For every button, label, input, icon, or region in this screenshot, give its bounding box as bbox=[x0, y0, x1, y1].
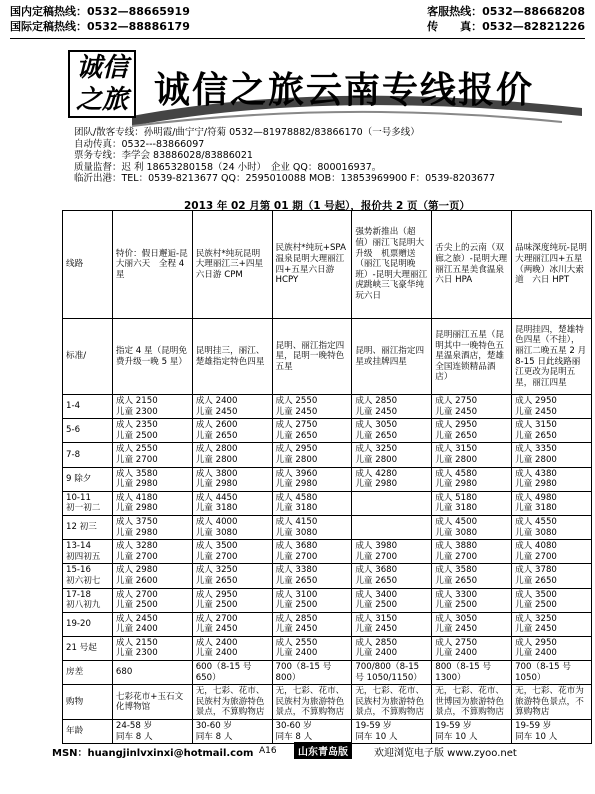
table-cell: 成人 4550 儿童 3080 bbox=[512, 515, 592, 539]
table-cell: 成人 3980 儿童 2700 bbox=[352, 540, 432, 564]
table-row bbox=[63, 443, 592, 467]
table-cell: 成人 2150 儿童 2300 bbox=[112, 636, 192, 660]
table-cell: 成人 4180 儿童 2980 bbox=[112, 491, 192, 515]
table-cell: 成人 2950 儿童 2800 bbox=[272, 443, 352, 467]
row-label: 13-14 初四初五 bbox=[63, 540, 113, 564]
brand-logo bbox=[68, 50, 136, 118]
edition-badge: 山东青岛版 bbox=[294, 742, 352, 759]
row-label: 线路 bbox=[63, 211, 113, 319]
table-cell: 昆明、丽江指定四星，昆明一晚特色五星 bbox=[272, 319, 352, 395]
table-cell: 700/800（8-15 号 1050/1150） bbox=[352, 661, 432, 685]
table-row bbox=[63, 685, 592, 720]
table-cell: 指定 4 星（昆明免费升级一晚 5 星） bbox=[112, 319, 192, 395]
table-cell: 成人 2980 儿童 2600 bbox=[112, 564, 192, 588]
table-row bbox=[63, 419, 592, 443]
table-cell: 成人 3680 儿童 2650 bbox=[352, 564, 432, 588]
table-cell: 成人 4080 儿童 2700 bbox=[512, 540, 592, 564]
table-cell: 成人 3580 儿童 2980 bbox=[112, 467, 192, 491]
row-label: 19-20 bbox=[63, 612, 113, 636]
table-cell: 无，七彩、花市、民族村为旅游特色景点，不算购物店 bbox=[352, 685, 432, 720]
table-row bbox=[63, 395, 592, 419]
table-cell: 品味深度纯玩-昆明大理丽江四+五星（两晚）冰川大索道 六日 HPT bbox=[512, 211, 592, 319]
msn-contact: MSN：huangjinlvxinxi@hotmail.com bbox=[52, 748, 254, 759]
table-cell: 成人 2550 儿童 2450 bbox=[272, 395, 352, 419]
row-label: 1-4 bbox=[63, 395, 113, 419]
table-cell: 成人 2750 儿童 2400 bbox=[432, 636, 512, 660]
table-row bbox=[63, 467, 592, 491]
table-cell: 成人 5180 儿童 3180 bbox=[432, 491, 512, 515]
table-cell: 成人 3750 儿童 2980 bbox=[112, 515, 192, 539]
row-label: 10-11 初一初二 bbox=[63, 491, 113, 515]
table-cell: 无，七彩、花市、世博园为旅游特色景点，不算购物店 bbox=[432, 685, 512, 720]
contact-line: 质量监督：迟 利 18653280158（24 小时） 企业 QQ：800016937。 bbox=[74, 161, 382, 173]
row-label: 7-8 bbox=[63, 443, 113, 467]
table-cell: 成人 3500 儿童 2500 bbox=[512, 588, 592, 612]
row-label: 9 除夕 bbox=[63, 467, 113, 491]
row-label: 5-6 bbox=[63, 419, 113, 443]
price-table bbox=[62, 210, 592, 744]
contact-line: 临沂出港：TEL：0539-8213677 QQ：2595010088 MOB：13853969900 F：0539-8203677 bbox=[74, 173, 496, 185]
table-cell: 昆明、丽江指定四星或挂牌四星 bbox=[352, 319, 432, 395]
header-rule bbox=[10, 38, 585, 39]
row-label: 15-16 初六初七 bbox=[63, 564, 113, 588]
table-cell: 成人 2700 儿童 2500 bbox=[112, 588, 192, 612]
footer bbox=[52, 742, 592, 760]
table-cell: 成人 3100 儿童 2500 bbox=[272, 588, 352, 612]
table-row bbox=[63, 564, 592, 588]
table-cell: 昆明丽江五星（昆明其中一晚特色五星温泉酒店，楚雄全国连锁精品酒店） bbox=[432, 319, 512, 395]
table-cell: 成人 4380 儿童 2980 bbox=[512, 467, 592, 491]
table-cell: 民族村*纯玩昆明大理丽江三+四星六日游 CPM bbox=[192, 211, 272, 319]
international-hotline: 国际定稿热线：0532—88886179 bbox=[10, 20, 190, 33]
table-cell: 成人 2400 儿童 2400 bbox=[192, 636, 272, 660]
table-row bbox=[63, 211, 592, 319]
table-cell: 无，七彩、花市、民族村为旅游特色景点，不算购物店 bbox=[272, 685, 352, 720]
contact-line: 自动传真：0532---83866097 bbox=[74, 138, 205, 150]
table-cell: 700（8-15 号 800） bbox=[272, 661, 352, 685]
table-row bbox=[63, 515, 592, 539]
table-cell: 成人 3280 儿童 2700 bbox=[112, 540, 192, 564]
banner bbox=[62, 48, 590, 130]
table-cell: 成人 3050 儿童 2450 bbox=[432, 612, 512, 636]
page-number: A16 bbox=[259, 746, 277, 756]
table-cell: 30-60 岁 同车 8 人 bbox=[272, 720, 352, 744]
table-cell: 成人 4500 儿童 3080 bbox=[432, 515, 512, 539]
table-row bbox=[63, 319, 592, 395]
table-cell: 成人 2850 儿童 2450 bbox=[272, 612, 352, 636]
table-cell: 600（8-15 号 650） bbox=[192, 661, 272, 685]
table-cell: 成人 3880 儿童 2700 bbox=[432, 540, 512, 564]
table-cell: 成人 3580 儿童 2650 bbox=[432, 564, 512, 588]
table-cell: 成人 4450 儿童 3180 bbox=[192, 491, 272, 515]
table-cell: 成人 2450 儿童 2400 bbox=[112, 612, 192, 636]
table-cell: 成人 4000 儿童 3080 bbox=[192, 515, 272, 539]
table-cell: 成人 2150 儿童 2300 bbox=[112, 395, 192, 419]
row-label: 21 号起 bbox=[63, 636, 113, 660]
table-cell: 成人 2750 儿童 2650 bbox=[272, 419, 352, 443]
table-cell: 19-59 岁 同车 10 人 bbox=[512, 720, 592, 744]
table-cell: 成人 3250 儿童 2800 bbox=[352, 443, 432, 467]
table-cell: 成人 3500 儿童 2700 bbox=[192, 540, 272, 564]
table-cell: 24-58 岁 同车 8 人 bbox=[112, 720, 192, 744]
table-cell: 昆明挂三，丽江、楚雄指定特色四星 bbox=[192, 319, 272, 395]
table-cell: 民族村*纯玩+SPA 温泉昆明大理丽江四+五星六日游 HCPY bbox=[272, 211, 352, 319]
table-cell: 成人 2850 儿童 2450 bbox=[352, 395, 432, 419]
table-row bbox=[63, 588, 592, 612]
row-label: 房差 bbox=[63, 661, 113, 685]
table-cell: 无，七彩、花市、民族村为旅游特色景点，不算购物店 bbox=[192, 685, 272, 720]
table-row bbox=[63, 612, 592, 636]
row-label: 购物 bbox=[63, 685, 113, 720]
fax-number: 传 真：0532—82821226 bbox=[427, 20, 585, 33]
contact-line: 票务专线：李学会 83886028/83886021 bbox=[74, 150, 253, 162]
table-cell: 成人 3150 儿童 2650 bbox=[512, 419, 592, 443]
page-title: 诚信之旅云南专线报价 bbox=[154, 70, 535, 111]
table-cell: 成人 3680 儿童 2700 bbox=[272, 540, 352, 564]
table-cell: 强势新推出（超值）丽江飞昆明大升级 机票赠送（丽江飞昆明晚班）-昆明大理丽江虎跳峡三飞豪华纯玩六日 bbox=[352, 211, 432, 319]
table-cell: 成人 2950 儿童 2500 bbox=[192, 588, 272, 612]
contact-line: 团队/散客专线：孙明霞/曲宁宁/符菊 0532—81978882/83866170（一号多线） bbox=[74, 127, 420, 138]
table-cell: 19-59 岁 同车 10 人 bbox=[352, 720, 432, 744]
hotline-header bbox=[10, 4, 585, 44]
table-cell: 昆明挂四，楚雄特色四星（不挂），丽江二晚五星 2 月 8-15 日此线路丽江更改为昆明五星，丽江四星 bbox=[512, 319, 592, 395]
table-cell: 成人 2950 儿童 2450 bbox=[512, 395, 592, 419]
table-cell: 成人 4580 儿童 3180 bbox=[272, 491, 352, 515]
table-cell: 成人 2850 儿童 2400 bbox=[352, 636, 432, 660]
table-cell: 成人 3780 儿童 2650 bbox=[512, 564, 592, 588]
table-row bbox=[63, 540, 592, 564]
table-cell: 成人 3350 儿童 2800 bbox=[512, 443, 592, 467]
row-label: 12 初三 bbox=[63, 515, 113, 539]
table-cell: 特价：假日邂逅-昆大丽六天 全程 4 星 bbox=[112, 211, 192, 319]
table-cell: 成人 3150 儿童 2450 bbox=[352, 612, 432, 636]
row-label: 17-18 初八初九 bbox=[63, 588, 113, 612]
logo-line-2: 之旅 bbox=[75, 85, 128, 115]
table-cell: 700（8-15 号 1050） bbox=[512, 661, 592, 685]
table-cell: 舌尖上的云南（双廊之旅）-昆明大理丽江五星美食温泉六日 HPA bbox=[432, 211, 512, 319]
footer-website: 欢迎浏览电子版 www.zyoo.net bbox=[374, 748, 517, 759]
table-cell: 成人 3400 儿童 2500 bbox=[352, 588, 432, 612]
table-cell: 成人 3300 儿童 2500 bbox=[432, 588, 512, 612]
row-label: 年龄 bbox=[63, 720, 113, 744]
table-cell: 成人 3150 儿童 2800 bbox=[432, 443, 512, 467]
table-cell bbox=[352, 515, 432, 539]
table-row bbox=[63, 636, 592, 660]
table-cell: 成人 2950 儿童 2400 bbox=[512, 636, 592, 660]
table-cell: 无，七彩、花市为旅游特色景点，不算购物店 bbox=[512, 685, 592, 720]
table-cell: 成人 2600 儿童 2650 bbox=[192, 419, 272, 443]
domestic-hotline: 国内定稿热线：0532—88665919 bbox=[10, 5, 190, 18]
issue-period: 2013 年 02 月第 01 期（1 号起），报价共 2 页（第一页） bbox=[183, 200, 471, 212]
contact-info bbox=[74, 127, 574, 185]
table-row bbox=[63, 491, 592, 515]
table-cell: 七彩花市+玉石文化博物馆 bbox=[112, 685, 192, 720]
table-row bbox=[63, 661, 592, 685]
table-cell: 成人 4580 儿童 2980 bbox=[432, 467, 512, 491]
table-cell: 成人 2800 儿童 2800 bbox=[192, 443, 272, 467]
table-cell: 成人 2550 儿童 2700 bbox=[112, 443, 192, 467]
logo-line-1: 诚信 bbox=[75, 53, 128, 83]
table-cell: 成人 3050 儿童 2650 bbox=[352, 419, 432, 443]
table-cell: 成人 2400 儿童 2450 bbox=[192, 395, 272, 419]
table-cell: 成人 2350 儿童 2500 bbox=[112, 419, 192, 443]
table-cell: 成人 2550 儿童 2400 bbox=[272, 636, 352, 660]
table-cell bbox=[352, 491, 432, 515]
table-cell: 成人 3250 儿童 2450 bbox=[512, 612, 592, 636]
table-cell: 成人 3250 儿童 2650 bbox=[192, 564, 272, 588]
table-cell: 800（8-15 号 1300） bbox=[432, 661, 512, 685]
row-label: 标准/ bbox=[63, 319, 113, 395]
table-cell: 成人 4980 儿童 3180 bbox=[512, 491, 592, 515]
table-cell: 成人 3960 儿童 2980 bbox=[272, 467, 352, 491]
table-cell: 成人 3800 儿童 2980 bbox=[192, 467, 272, 491]
table-cell: 成人 2750 儿童 2450 bbox=[432, 395, 512, 419]
service-hotline: 客服热线：0532—88668208 bbox=[427, 5, 585, 18]
table-cell: 680 bbox=[112, 661, 192, 685]
table-row bbox=[63, 720, 592, 744]
table-cell: 成人 2950 儿童 2650 bbox=[432, 419, 512, 443]
table-cell: 成人 3380 儿童 2650 bbox=[272, 564, 352, 588]
table-cell: 19-59 岁 同车 10 人 bbox=[432, 720, 512, 744]
table-cell: 成人 4280 儿童 2980 bbox=[352, 467, 432, 491]
table-cell: 成人 2700 儿童 2450 bbox=[192, 612, 272, 636]
table-cell: 30-60 岁 同车 8 人 bbox=[192, 720, 272, 744]
table-cell: 成人 4150 儿童 3080 bbox=[272, 515, 352, 539]
